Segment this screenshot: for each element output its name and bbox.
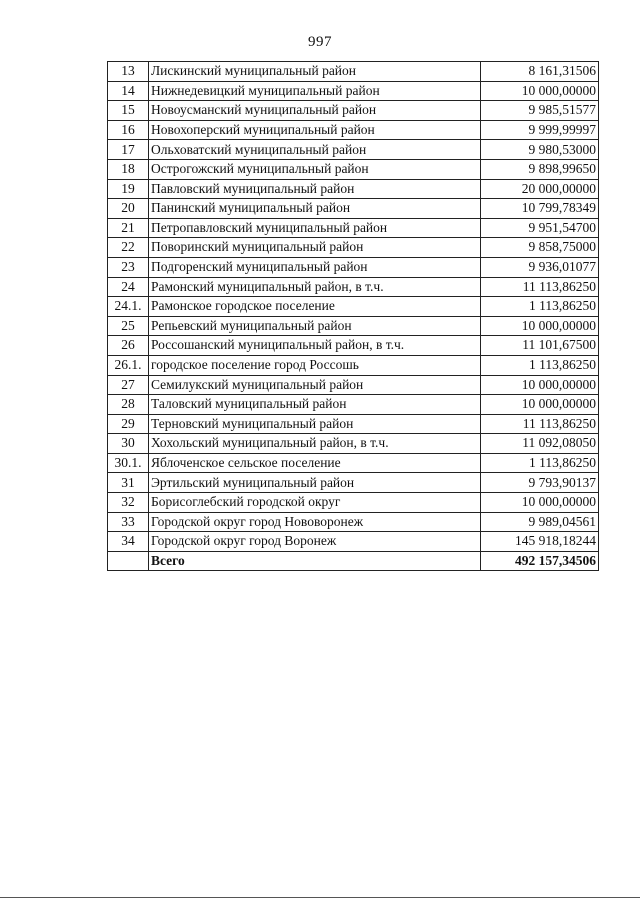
row-number: 26.1. [108,355,149,375]
table-body [108,62,599,571]
amount-value: 10 000,00000 [481,493,599,513]
row-number: 34 [108,532,149,552]
table-row [108,199,599,219]
amount-value: 145 918,18244 [481,532,599,552]
amount-value: 9 980,53000 [481,140,599,160]
table-row [108,453,599,473]
row-number: 13 [108,62,149,82]
table-row [108,62,599,82]
amount-value: 20 000,00000 [481,179,599,199]
total-municipality-name: Всего [149,551,481,571]
municipality-name: Семилукский муниципальный район [149,375,481,395]
table-row [108,238,599,258]
amount-value: 10 000,00000 [481,81,599,101]
table-row [108,434,599,454]
table-row [108,218,599,238]
table-row [108,473,599,493]
municipality-name: городское поселение город Россошь [149,355,481,375]
municipality-name: Новоусманский муниципальный район [149,101,481,121]
row-number: 20 [108,199,149,219]
amount-value: 10 000,00000 [481,375,599,395]
municipality-name: Россошанский муниципальный район, в т.ч. [149,336,481,356]
page-number: 997 [308,34,332,50]
municipality-name: Лискинский муниципальный район [149,62,481,82]
amount-value: 9 936,01077 [481,257,599,277]
municipality-name: Поворинский муниципальный район [149,238,481,258]
municipality-name: Рамонское городское поселение [149,297,481,317]
municipality-name: Ольховатский муниципальный район [149,140,481,160]
municipality-name: Терновский муниципальный район [149,414,481,434]
row-number: 19 [108,179,149,199]
table-row [108,336,599,356]
amount-value: 1 113,86250 [481,297,599,317]
municipality-name: Таловский муниципальный район [149,395,481,415]
row-number: 33 [108,512,149,532]
table-row [108,277,599,297]
row-number: 32 [108,493,149,513]
row-number: 14 [108,81,149,101]
municipality-name: Петропавловский муниципальный район [149,218,481,238]
row-number: 30.1. [108,453,149,473]
amount-value: 9 985,51577 [481,101,599,121]
amount-value: 10 000,00000 [481,395,599,415]
amount-value: 9 989,04561 [481,512,599,532]
allocation-table [107,61,599,571]
amount-value: 9 858,75000 [481,238,599,258]
municipality-name: Острогожский муниципальный район [149,159,481,179]
municipality-name: Хохольский муниципальный район, в т.ч. [149,434,481,454]
table-row [108,297,599,317]
table-row [108,179,599,199]
amount-value: 8 161,31506 [481,62,599,82]
amount-value: 11 113,86250 [481,277,599,297]
amount-value: 9 898,99650 [481,159,599,179]
total-row [108,551,599,571]
municipality-name: Новохоперский муниципальный район [149,120,481,140]
table-row [108,81,599,101]
municipality-name: Эртильский муниципальный район [149,473,481,493]
amount-value: 11 101,67500 [481,336,599,356]
municipality-name: Подгоренский муниципальный район [149,257,481,277]
row-number: 27 [108,375,149,395]
table-row [108,120,599,140]
row-number: 28 [108,395,149,415]
municipality-name: Репьевский муниципальный район [149,316,481,336]
row-number: 25 [108,316,149,336]
row-number: 15 [108,101,149,121]
table-row [108,257,599,277]
row-number: 31 [108,473,149,493]
municipality-name: Городской округ город Воронеж [149,532,481,552]
table-row [108,159,599,179]
table-row [108,316,599,336]
table-row [108,140,599,160]
amount-value: 9 999,99997 [481,120,599,140]
amount-value: 9 951,54700 [481,218,599,238]
row-number: 24 [108,277,149,297]
row-number: 16 [108,120,149,140]
table-row [108,512,599,532]
row-number: 29 [108,414,149,434]
row-number: 17 [108,140,149,160]
total-row-number [108,551,149,571]
amount-value: 11 113,86250 [481,414,599,434]
table-row [108,493,599,513]
row-number: 24.1. [108,297,149,317]
municipality-name: Панинский муниципальный район [149,199,481,219]
amount-value: 9 793,90137 [481,473,599,493]
row-number: 22 [108,238,149,258]
bottom-rule [0,897,640,898]
amount-value: 1 113,86250 [481,453,599,473]
municipality-name: Нижнедевицкий муниципальный район [149,81,481,101]
row-number: 30 [108,434,149,454]
table-row [108,395,599,415]
amount-value: 10 000,00000 [481,316,599,336]
amount-value: 10 799,78349 [481,199,599,219]
municipality-name: Борисоглебский городской округ [149,493,481,513]
amount-value: 1 113,86250 [481,355,599,375]
municipality-name: Яблоченское сельское поселение [149,453,481,473]
municipality-name: Рамонский муниципальный район, в т.ч. [149,277,481,297]
table-row [108,355,599,375]
table-row [108,532,599,552]
table-row [108,101,599,121]
row-number: 23 [108,257,149,277]
row-number: 18 [108,159,149,179]
table-row [108,414,599,434]
row-number: 21 [108,218,149,238]
row-number: 26 [108,336,149,356]
total-amount-value: 492 157,34506 [481,551,599,571]
amount-value: 11 092,08050 [481,434,599,454]
table-row [108,375,599,395]
municipality-name: Павловский муниципальный район [149,179,481,199]
municipality-name: Городской округ город Нововоронеж [149,512,481,532]
